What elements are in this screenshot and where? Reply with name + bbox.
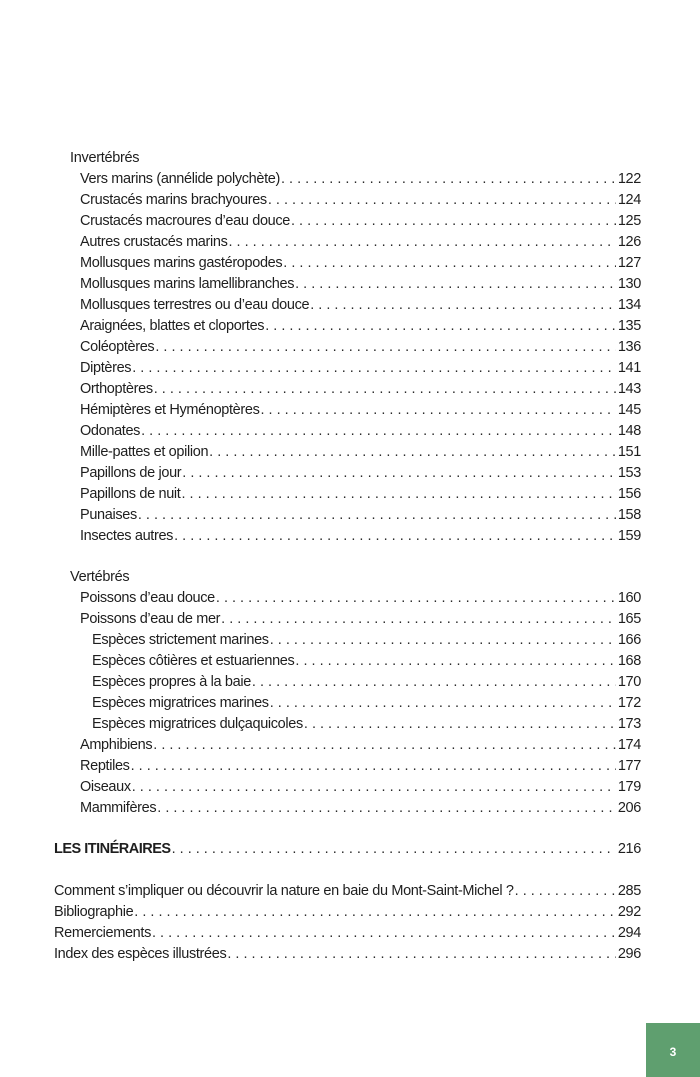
dot-leader [515,881,616,901]
dot-leader [154,379,616,399]
toc-label: Orthoptères [80,381,153,397]
toc-entry [80,609,641,629]
toc-label: Espèces migratrices marines [92,695,269,711]
toc-page: 143 [617,381,641,397]
dot-leader [182,463,616,483]
toc-entry [80,735,641,755]
dot-leader [268,190,616,210]
toc-label: Papillons de jour [80,465,182,481]
toc-entry [54,944,641,964]
toc-label: LES ITINÉRAIRES [54,841,171,857]
dot-leader [209,442,616,462]
dot-leader [141,421,616,441]
toc-label: Mollusques terrestres ou d’eau douce [80,297,310,313]
dot-leader [153,735,616,755]
toc-entry [80,505,641,525]
toc-page: 136 [617,339,641,355]
toc-label: Autres crustacés marins [80,234,228,250]
toc-entry [80,526,641,546]
toc-entry [80,400,641,420]
toc-entry [80,798,641,818]
dot-leader [216,588,616,608]
toc-page: 156 [617,486,641,502]
toc-entry [80,169,641,189]
page-number-tab [646,1023,700,1077]
toc-label: Mollusques marins lamellibranches [80,276,295,292]
dot-leader [252,672,616,692]
toc-page: 127 [617,255,641,271]
dot-leader [227,944,615,964]
toc-subentry [92,630,641,650]
toc-page: 168 [617,653,641,669]
dot-leader [152,923,616,943]
dot-leader [295,274,616,294]
toc-label: Vers marins (annélide polychète) [80,171,280,187]
dot-leader [270,693,616,713]
dot-leader [221,609,616,629]
toc-page: 294 [617,925,641,941]
toc-page: 124 [617,192,641,208]
toc-label: Reptiles [80,758,130,774]
toc-label: Poissons d’eau douce [80,590,215,606]
toc-entry [80,442,641,462]
toc-page: 292 [617,904,641,920]
toc-label: Poissons d’eau de mer [80,611,221,627]
dot-leader [291,211,616,231]
toc-label: Odonates [80,423,141,439]
toc-label: Insectes autres [80,528,174,544]
toc-entry [80,756,641,776]
dot-leader [281,169,616,189]
dot-leader [283,253,616,273]
toc-page: 151 [617,444,641,460]
dot-leader [132,777,616,797]
dot-leader [131,756,616,776]
dot-leader [260,400,615,420]
toc-page: 158 [617,507,641,523]
toc-label: Index des espèces illustrées [54,946,227,962]
dot-leader [181,484,615,504]
dot-leader [134,902,616,922]
toc-label: Araignées, blattes et cloportes [80,318,265,334]
toc-entry [54,902,641,922]
toc-label: Hémiptères et Hyménoptères [80,402,260,418]
toc-entry [80,295,641,315]
toc-page: 141 [617,360,641,376]
toc-page: 285 [617,883,641,899]
dot-leader [265,316,616,336]
toc-label: Espèces strictement marines [92,632,269,648]
toc-label: Amphibiens [80,737,153,753]
toc-page: 153 [617,465,641,481]
toc-label: Comment s’impliquer ou découvrir la nature en baie du Mont-Saint-Michel ? [54,883,514,899]
toc-entry [80,211,641,231]
toc-entry [80,337,641,357]
toc-page: 135 [617,318,641,334]
toc-page: 172 [617,695,641,711]
toc-page: 126 [617,234,641,250]
dot-leader [270,630,616,650]
toc-entry [80,463,641,483]
dot-leader [132,358,616,378]
toc-label: Bibliographie [54,904,134,920]
toc-subentry [92,693,641,713]
toc-entry [80,588,641,608]
toc-subentry [92,651,641,671]
toc-entry [80,777,641,797]
toc-label: Crustacés macroures d’eau douce [80,213,290,229]
dot-leader [172,839,616,859]
toc-label: Mollusques marins gastéropodes [80,255,283,271]
toc-entry [80,190,641,210]
toc-part-itineraires [54,839,641,859]
toc-page: 160 [617,590,641,606]
toc-entry [80,316,641,336]
page-number: 3 [669,1045,677,1059]
toc-label: Punaises [80,507,137,523]
toc-page: 174 [617,737,641,753]
dot-leader [138,505,616,525]
toc-label: Mille-pattes et opilion [80,444,209,460]
toc-label: Diptères [80,360,132,376]
toc-page: 166 [617,632,641,648]
toc-entry [54,881,641,901]
dot-leader [304,714,616,734]
toc-label: Oiseaux [80,779,131,795]
toc-entry [80,484,641,504]
toc-entry [80,358,641,378]
section-heading-invertebres: Invertébrés [70,150,140,166]
toc-label: Papillons de nuit [80,486,181,502]
toc-entry [80,274,641,294]
toc-entry [80,421,641,441]
toc-page: 173 [617,716,641,732]
toc-label: Espèces migratrices dulçaquicoles [92,716,303,732]
dot-leader [295,651,615,671]
toc-page: 130 [617,276,641,292]
toc-entry [80,232,641,252]
toc-label: Coléoptères [80,339,155,355]
toc-page: 125 [617,213,641,229]
dot-leader [157,798,616,818]
toc-label: Remerciements [54,925,151,941]
toc-page: 122 [617,171,641,187]
toc-page: 179 [617,779,641,795]
toc-entry [54,923,641,943]
dot-leader [155,337,616,357]
dot-leader [310,295,616,315]
toc-label: Mammifères [80,800,157,816]
toc-label: Crustacés marins brachyoures [80,192,267,208]
toc-page: 170 [617,674,641,690]
toc-page: 177 [617,758,641,774]
toc-page: 134 [617,297,641,313]
toc-subentry [92,672,641,692]
toc-entry [80,379,641,399]
dot-leader [174,526,616,546]
section-heading-vertebres: Vertébrés [70,569,130,585]
toc-page: 145 [617,402,641,418]
toc-label: Espèces propres à la baie [92,674,251,690]
dot-leader [228,232,615,252]
toc-subentry [92,714,641,734]
toc-label: Espèces côtières et estuariennes [92,653,295,669]
toc-page: 206 [617,800,641,816]
toc-page: 296 [617,946,641,962]
toc-page: 148 [617,423,641,439]
toc-entry [80,253,641,273]
toc-page: 165 [617,611,641,627]
toc-page: 159 [617,528,641,544]
toc-page: 216 [617,841,641,857]
